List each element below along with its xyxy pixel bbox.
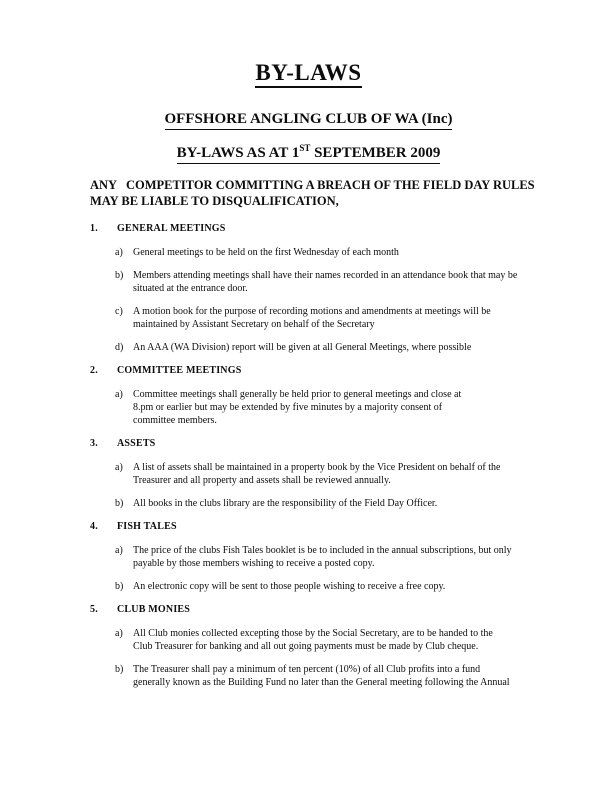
bylaw-item xyxy=(115,580,527,593)
section-items xyxy=(115,246,527,354)
section-heading: GENERAL MEETINGS xyxy=(117,223,226,234)
section-number: 1. xyxy=(90,223,98,234)
section-items xyxy=(115,388,527,427)
bylaw-item xyxy=(115,627,527,653)
item-text xyxy=(133,269,517,295)
section-heading-row xyxy=(90,364,527,377)
item-text xyxy=(133,497,437,510)
bylaw-line: A motion book for the purpose of recording motions and amendments at meetings will be xyxy=(133,306,491,317)
bylaw-section xyxy=(90,437,527,510)
section-number: 2. xyxy=(90,365,98,376)
bylaw-item xyxy=(115,388,527,427)
bylaw-line: Club Treasurer for banking and all out going payments must be made by Club cheque. xyxy=(133,641,479,652)
bylaw-line: All books in the clubs library are the responsibility of the Field Day Officer. xyxy=(133,498,438,509)
bylaw-item xyxy=(115,246,527,259)
section-number: 5. xyxy=(90,604,98,615)
item-text xyxy=(133,388,461,427)
bylaw-line: The Treasurer shall pay a minimum of ten percent (10%) of all Club profits into a fund xyxy=(133,664,481,675)
bylaw-line: Treasurer and all property and assets shall be reviewed annually. xyxy=(133,475,391,486)
disqualification-notice xyxy=(90,177,535,209)
item-letter: a) xyxy=(115,247,123,258)
item-letter: d) xyxy=(115,342,124,353)
bylaw-section xyxy=(90,520,527,593)
bylaw-item xyxy=(115,497,527,510)
section-heading-row xyxy=(90,603,527,616)
section-heading-row xyxy=(90,437,527,450)
bylaw-item xyxy=(115,544,527,570)
bylaw-line: All Club monies collected excepting those by the Social Secretary, are to be handed to the xyxy=(133,628,493,639)
bylaw-line: 8.pm or earlier but may be extended by five minutes by a majority consent of xyxy=(133,402,443,413)
item-letter: b) xyxy=(115,581,124,592)
item-text xyxy=(133,627,493,653)
item-letter: a) xyxy=(115,545,123,556)
bylaw-line: maintained by Assistant Secretary on behalf of the Secretary xyxy=(133,319,375,330)
section-number: 4. xyxy=(90,521,98,532)
bylaws-dateline-text xyxy=(177,145,441,164)
bylaw-line: General meetings to be held on the first Wednesday of each month xyxy=(133,247,399,258)
dateline-suffix: SEPTEMBER 2009 xyxy=(310,145,441,161)
bylaw-line: payable by those members wishing to receive a posted copy. xyxy=(133,558,375,569)
bylaw-item xyxy=(115,341,527,354)
bylaw-line: generally known as the Building Fund no later than the General meeting following the Annual xyxy=(133,677,510,688)
item-letter: b) xyxy=(115,498,124,509)
section-items xyxy=(115,461,527,510)
item-text xyxy=(133,341,471,354)
bylaw-line: A list of assets shall be maintained in a property book by the Vice President on behalf of the xyxy=(133,462,501,473)
bylaw-line: Members attending meetings shall have their names recorded in an attendance book that may be xyxy=(133,270,518,281)
item-letter: a) xyxy=(115,389,123,400)
bylaw-line: Committee meetings shall generally be held prior to general meetings and close at xyxy=(133,389,462,400)
bylaw-item xyxy=(115,305,527,331)
bylaw-line: committee members. xyxy=(133,415,217,426)
club-name-text: OFFSHORE ANGLING CLUB OF WA (Inc) xyxy=(165,111,453,130)
bylaw-line: An electronic copy will be sent to those people wishing to receive a free copy. xyxy=(133,581,446,592)
bylaws-dateline xyxy=(90,145,527,164)
bylaw-item xyxy=(115,461,527,487)
bylaw-line: The price of the clubs Fish Tales booklet is be to included in the annual subscriptions, but only xyxy=(133,545,512,556)
item-text xyxy=(133,305,491,331)
bylaw-line: situated at the entrance door. xyxy=(133,283,248,294)
bylaw-line: An AAA (WA Division) report will be given at all General Meetings, where possible xyxy=(133,342,472,353)
section-number: 3. xyxy=(90,438,98,449)
section-heading: CLUB MONIES xyxy=(117,604,191,615)
section-heading-row xyxy=(90,520,527,533)
sections-container xyxy=(90,222,527,689)
bylaw-section xyxy=(90,222,527,354)
bylaw-section xyxy=(90,364,527,427)
dateline-ordinal-superscript: ST xyxy=(299,143,311,153)
notice-line: ANY COMPETITOR COMMITTING A BREACH OF THE FIELD DAY RULES xyxy=(90,178,535,192)
item-letter: c) xyxy=(115,306,123,317)
item-text xyxy=(133,461,500,487)
club-name xyxy=(90,111,527,130)
dateline-prefix: BY-LAWS AS AT 1 xyxy=(176,145,300,161)
bylaw-item xyxy=(115,269,527,295)
item-letter: b) xyxy=(115,270,124,281)
item-text xyxy=(133,580,445,593)
bylaw-section xyxy=(90,603,527,689)
item-letter: a) xyxy=(115,628,123,639)
section-items xyxy=(115,627,527,689)
section-heading-row xyxy=(90,222,527,235)
item-text xyxy=(133,544,512,570)
document-title-text: BY-LAWS xyxy=(255,60,361,88)
bylaw-item xyxy=(115,663,527,689)
section-heading: FISH TALES xyxy=(117,521,177,532)
item-letter: a) xyxy=(115,462,123,473)
item-text xyxy=(133,663,510,689)
section-items xyxy=(115,544,527,593)
item-text xyxy=(133,246,399,259)
section-heading: COMMITTEE MEETINGS xyxy=(117,365,242,376)
item-letter: b) xyxy=(115,664,124,675)
notice-line: MAY BE LIABLE TO DISQUALIFICATION, xyxy=(90,194,339,208)
section-heading: ASSETS xyxy=(117,438,156,449)
document-title xyxy=(90,60,527,88)
